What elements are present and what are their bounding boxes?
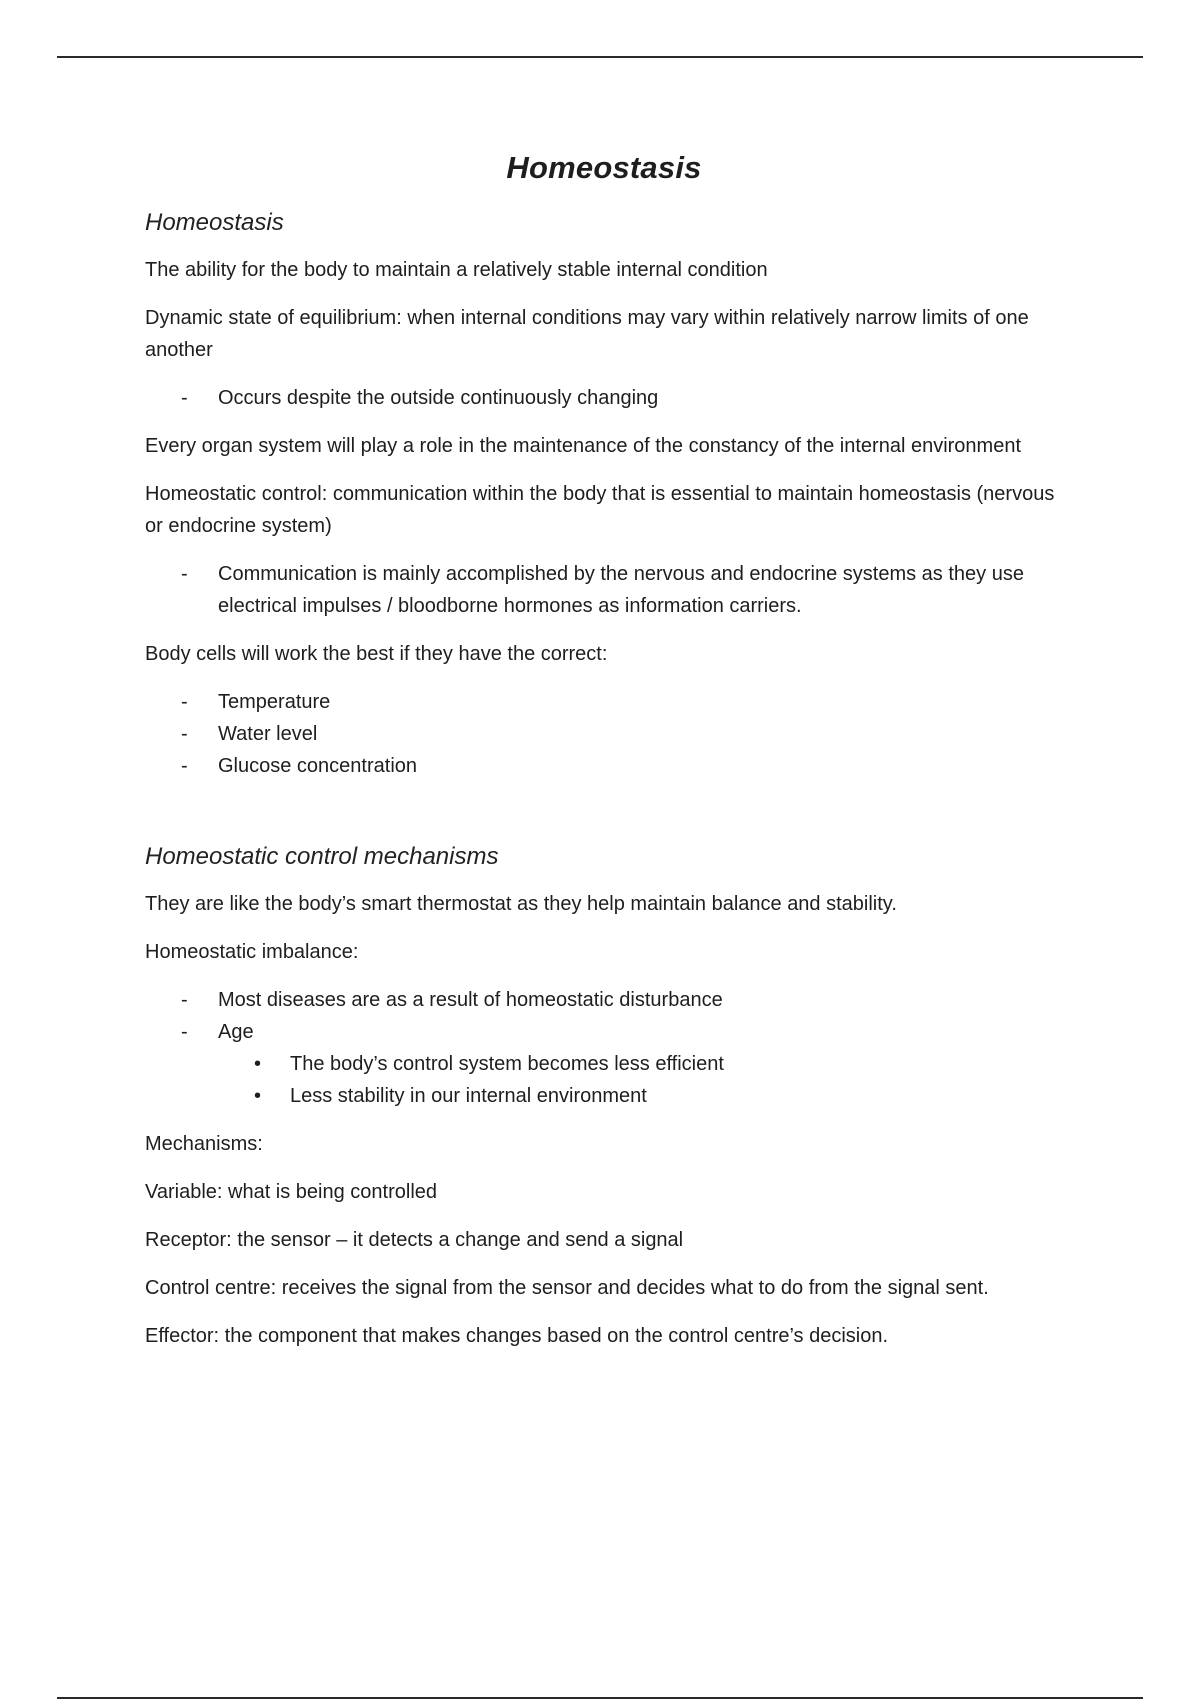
sublist-item: [146, 1048, 1055, 1080]
list-item-text: Most diseases are as a result of homeostatic disturbance: [218, 989, 723, 1011]
paragraph: The ability for the body to maintain a relatively stable internal condition: [145, 259, 768, 281]
list-item: [145, 718, 1055, 750]
dash-list: [145, 382, 1055, 414]
paragraph: They are like the body’s smart thermostat as they help maintain balance and stability.: [145, 893, 897, 915]
footer-rule: [57, 1697, 1143, 1699]
dash-marker: -: [181, 755, 188, 777]
paragraph: Control centre: receives the signal from the sensor and decides what to do from the signal sent.: [145, 1277, 989, 1299]
paragraph: Body cells will work the best if they have the correct:: [145, 643, 608, 665]
paragraph: Mechanisms:: [145, 1133, 263, 1155]
dash-marker: -: [181, 691, 188, 713]
list-item: [145, 1016, 1055, 1112]
dash-marker: -: [181, 1021, 188, 1043]
dash-marker: -: [181, 723, 188, 745]
list-item-text: Temperature: [218, 691, 331, 713]
list-item-text: Water level: [218, 723, 318, 745]
paragraph: Dynamic state of equilibrium: when internal conditions may vary within relatively narrow limits of one another: [145, 307, 1029, 361]
list-item: [145, 382, 1055, 414]
paragraph: Receptor: the sensor – it detects a change and send a signal: [145, 1229, 684, 1251]
bullet-sublist: [218, 1048, 1055, 1112]
paragraph: Homeostatic imbalance:: [145, 941, 359, 963]
paragraph: Effector: the component that makes changes based on the control centre’s decision.: [145, 1325, 889, 1347]
sublist-item-text: Less stability in our internal environment: [290, 1085, 647, 1107]
dash-marker: -: [181, 989, 188, 1011]
header-rule: [57, 56, 1143, 58]
paragraph: Homeostatic control: communication within the body that is essential to maintain homeostasis (nervous or endocrine system): [145, 483, 1055, 537]
bullet-marker: •: [254, 1053, 262, 1075]
dash-list: [145, 984, 1055, 1112]
section-heading-homeostasis: Homeostasis: [145, 209, 284, 236]
paragraph: Every organ system will play a role in the maintenance of the constancy of the internal environment: [145, 435, 1022, 457]
sublist-item: [146, 1080, 1055, 1112]
dash-list: [145, 558, 1055, 622]
dash-list: [145, 686, 1055, 782]
list-item: [145, 750, 1055, 782]
sublist-item-text: The body’s control system becomes less efficient: [290, 1053, 724, 1075]
list-item-text: Communication is mainly accomplished by the nervous and endocrine systems as they use electrical impulses / bloodborne hormones as information carriers.: [218, 563, 1024, 617]
document-body: [145, 146, 1055, 1368]
section-heading-control-mechanisms: Homeostatic control mechanisms: [145, 843, 499, 870]
dash-marker: -: [181, 387, 188, 409]
list-item: [145, 686, 1055, 718]
paragraph: Variable: what is being controlled: [145, 1181, 438, 1203]
list-item-text: Glucose concentration: [218, 755, 418, 777]
document-title: Homeostasis: [506, 150, 702, 185]
bullet-marker: •: [254, 1085, 262, 1107]
dash-marker: -: [181, 563, 188, 585]
list-item: [145, 558, 1055, 622]
list-item-text: Occurs despite the outside continuously changing: [218, 387, 659, 409]
list-item-text: Age: [218, 1021, 254, 1043]
list-item: [145, 984, 1055, 1016]
